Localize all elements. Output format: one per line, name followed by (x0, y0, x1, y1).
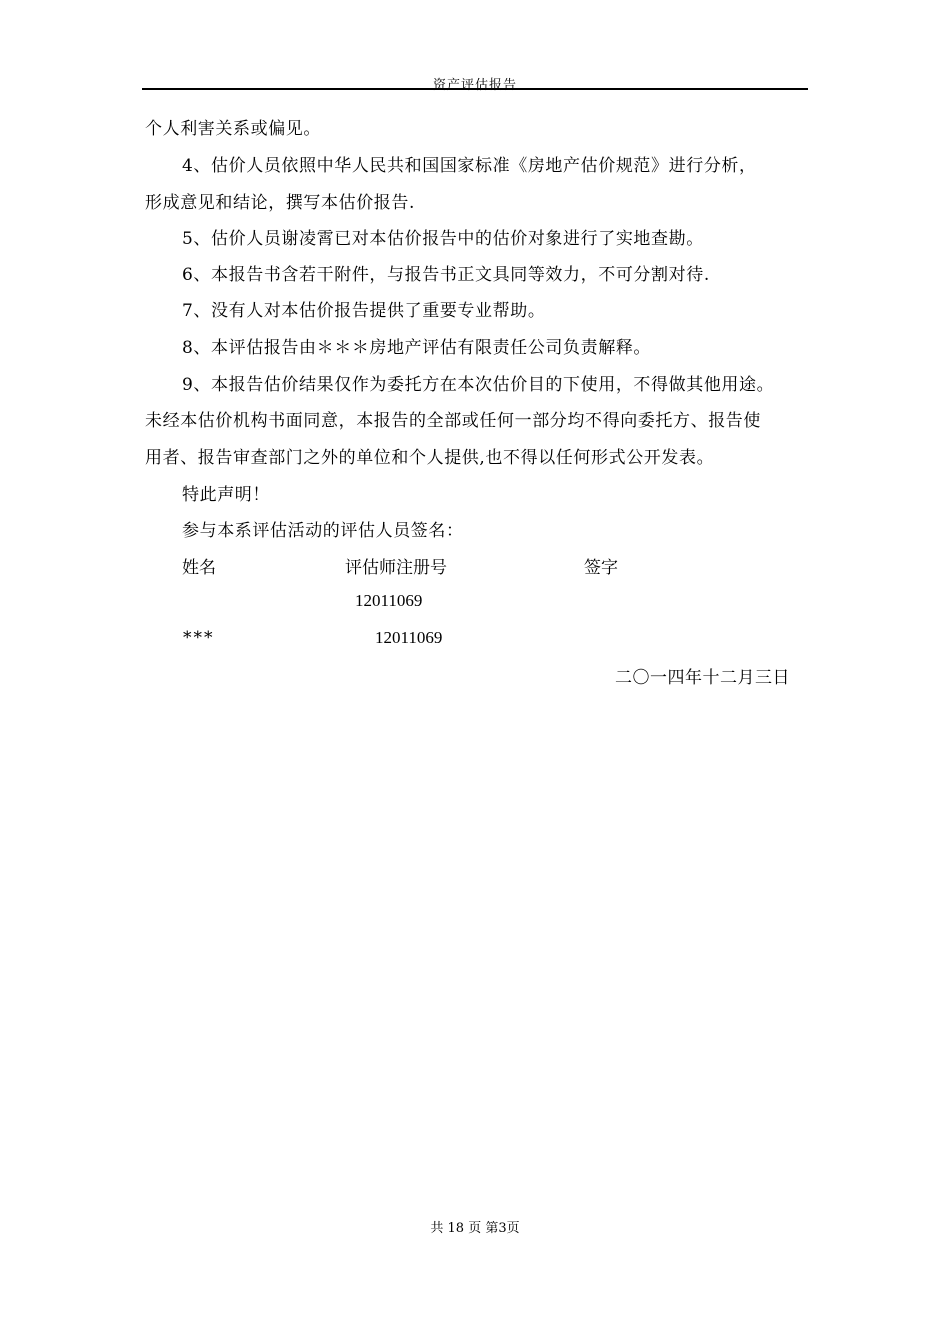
body-line: 个人利害关系或偏见。 (145, 119, 321, 139)
report-date: 二〇一四年十二月三日 (615, 668, 790, 688)
body-line: 未经本估价机构书面同意，本报告的全部或任何一部分均不得向委托方、报告使 (145, 411, 761, 431)
body-line: 9、本报告估价结果仅作为委托方在本次估价目的下使用，不得做其他用途。 (182, 375, 775, 395)
reg-number: 12011069 (375, 628, 443, 647)
reg-number: 12011069 (355, 591, 423, 610)
page-header-title: 资产评估报告 (432, 78, 517, 93)
body-line: 5、估价人员谢凌霄已对本估价报告中的估价对象进行了实地查勘。 (182, 229, 704, 249)
page-footer: 共 18 页 第3页 (430, 1221, 520, 1236)
body-line: 6、本报告书含若干附件，与报告书正文具同等效力，不可分割对待. (182, 265, 710, 285)
column-header-name: 姓名 (182, 558, 216, 578)
header-divider (142, 88, 808, 90)
body-line: 特此声明！ (182, 485, 270, 505)
body-line: 形成意见和结论，撰写本估价报告. (145, 193, 416, 213)
body-line: 用者、报告审查部门之外的单位和个人提供,也不得以任何形式公开发表。 (145, 448, 715, 468)
body-line: 4、估价人员依照中华人民共和国国家标准《房地产估价规范》进行分析， (182, 156, 757, 176)
signer-name: *** (183, 628, 215, 648)
body-line: 7、没有人对本估价报告提供了重要专业帮助。 (182, 301, 546, 321)
column-header-reg-no: 评估师注册号 (345, 558, 447, 578)
column-header-signature: 签字 (584, 558, 618, 578)
body-line: 8、本评估报告由＊＊＊房地产评估有限责任公司负责解释。 (182, 338, 652, 358)
body-line: 参与本系评估活动的评估人员签名： (182, 521, 464, 541)
